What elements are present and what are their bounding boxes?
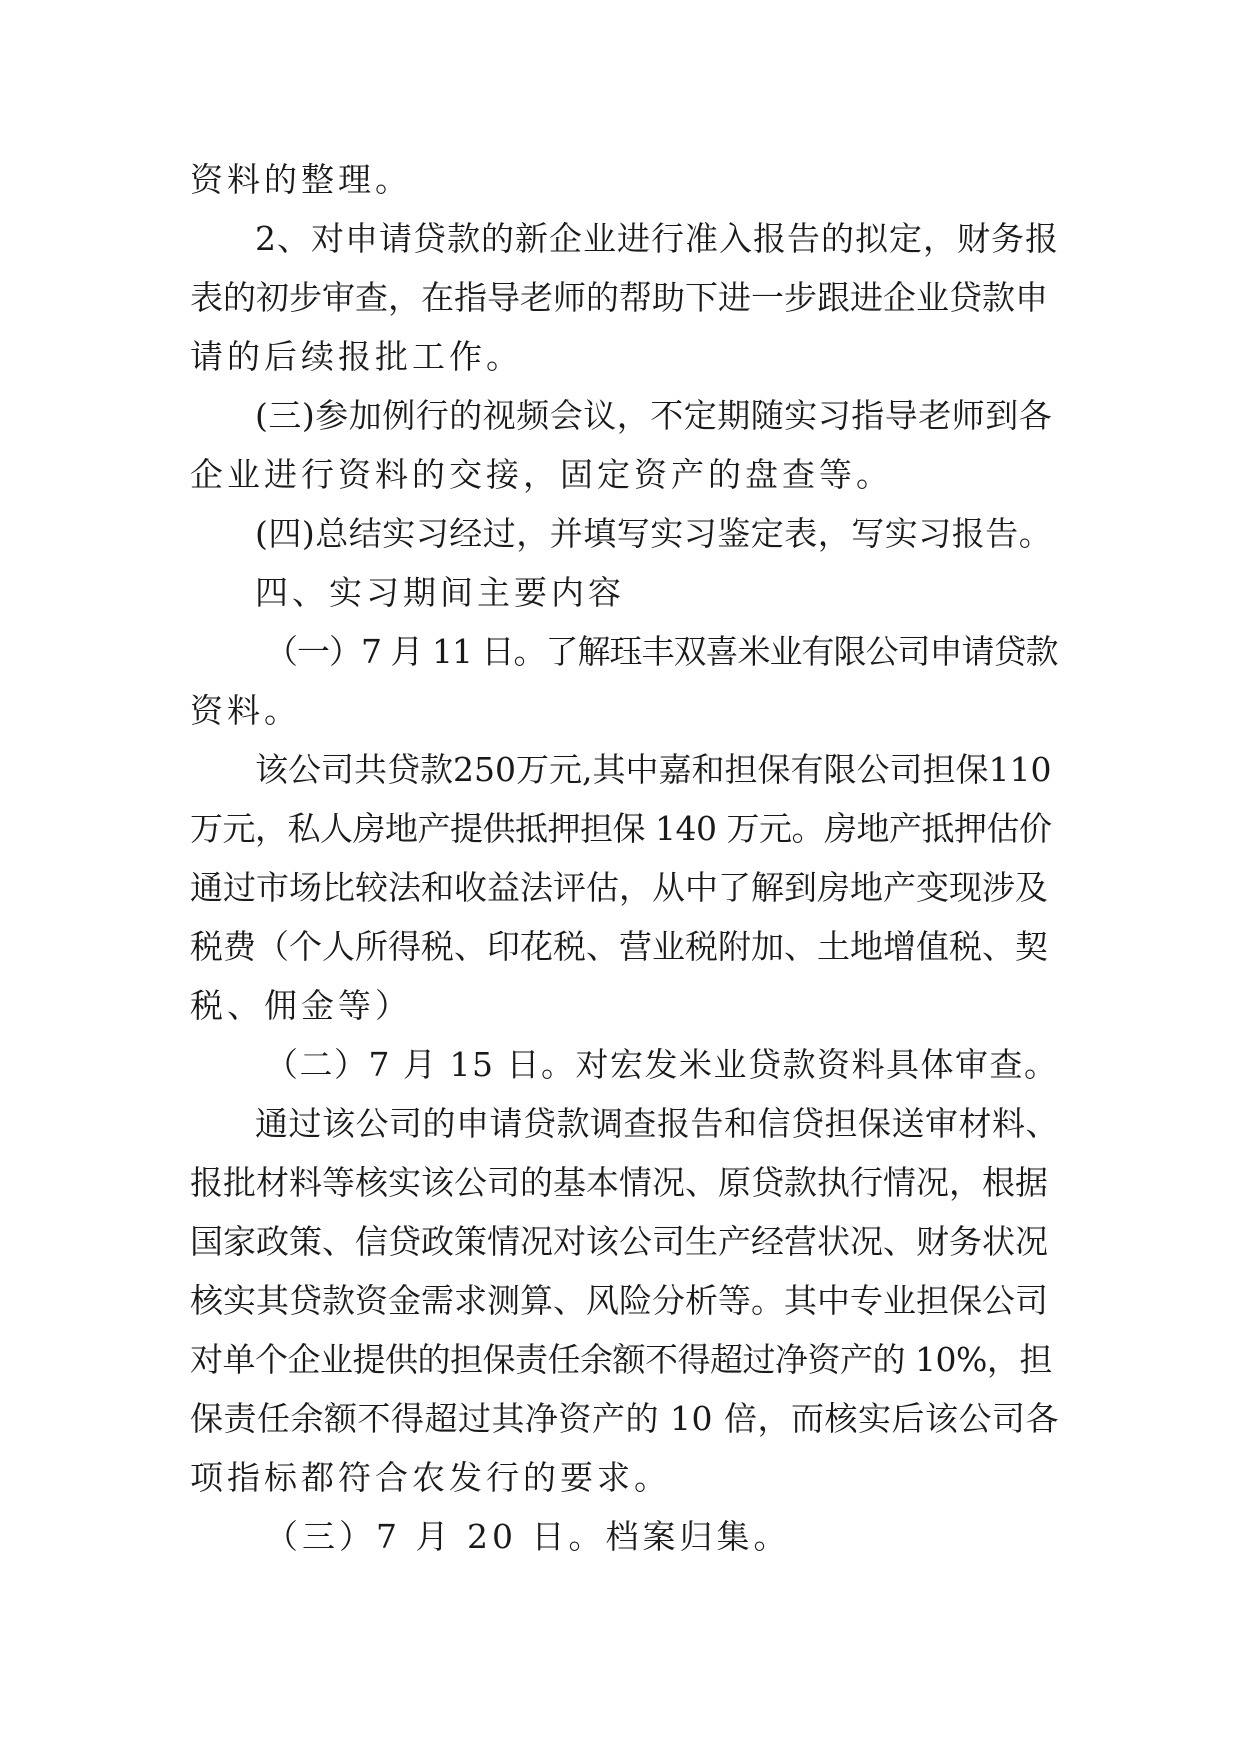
- text-line: 通过市场比较法和收益法评估，从中了解到房地产变现涉及: [190, 868, 1048, 907]
- text-line: (四)总结实习经过，并填写实习鉴定表，写实习报告。: [255, 514, 1053, 553]
- text-line: (三)参加例行的视频会议，不定期随实习指导老师到各: [255, 396, 1053, 435]
- text-line: 请的后续报批工作。: [190, 337, 523, 376]
- text-line: 通过该公司的申请贷款调查报告和信贷担保送审材料、: [255, 1104, 1059, 1143]
- text-line: （三）7 月 20 日。档案归集。: [265, 1517, 791, 1556]
- text-line: （二）7 月 15 日。对宏发米业贷款资料具体审查。: [265, 1045, 1059, 1084]
- text-line: 企业进行资料的交接，固定资产的盘查等。: [190, 455, 893, 494]
- text-line: 万元，私人房地产提供抵押担保 140 万元。房地产抵押估价: [190, 809, 1052, 848]
- section-heading: 四、实习期间主要内容: [255, 573, 625, 612]
- text-line: 核实其贷款资金需求测算、风险分析等。其中专业担保公司: [190, 1281, 1048, 1320]
- text-line: 对单个企业提供的担保责任余额不得超过净资产的 10%，担: [190, 1340, 1052, 1379]
- text-line: 资料。: [190, 691, 301, 730]
- text-line: 表的初步审查，在指导老师的帮助下进一步跟进企业贷款申: [190, 278, 1048, 317]
- text-line: 该公司共贷款250万元,其中嘉和担保有限公司担保110: [255, 750, 1052, 789]
- text-line: 项指标都符合农发行的要求。: [190, 1458, 671, 1497]
- text-line: 税费（个人所得税、印花税、营业税附加、土地增值税、契: [190, 927, 1048, 966]
- text-line: 报批材料等核实该公司的基本情况、原贷款执行情况，根据: [190, 1163, 1048, 1202]
- text-line: 国家政策、信贷政策情况对该公司生产经营状况、财务状况: [190, 1222, 1048, 1261]
- text-line: 资料的整理。: [190, 160, 412, 199]
- text-line: 税、佣金等）: [190, 986, 412, 1025]
- text-line: （一）7 月 11 日。了解珏丰双喜米业有限公司申请贷款: [265, 632, 1058, 671]
- text-line: 2、对申请贷款的新企业进行准入报告的拟定，财务报: [255, 219, 1059, 258]
- text-line: 保责任余额不得超过其净资产的 10 倍，而核实后该公司各: [190, 1399, 1059, 1438]
